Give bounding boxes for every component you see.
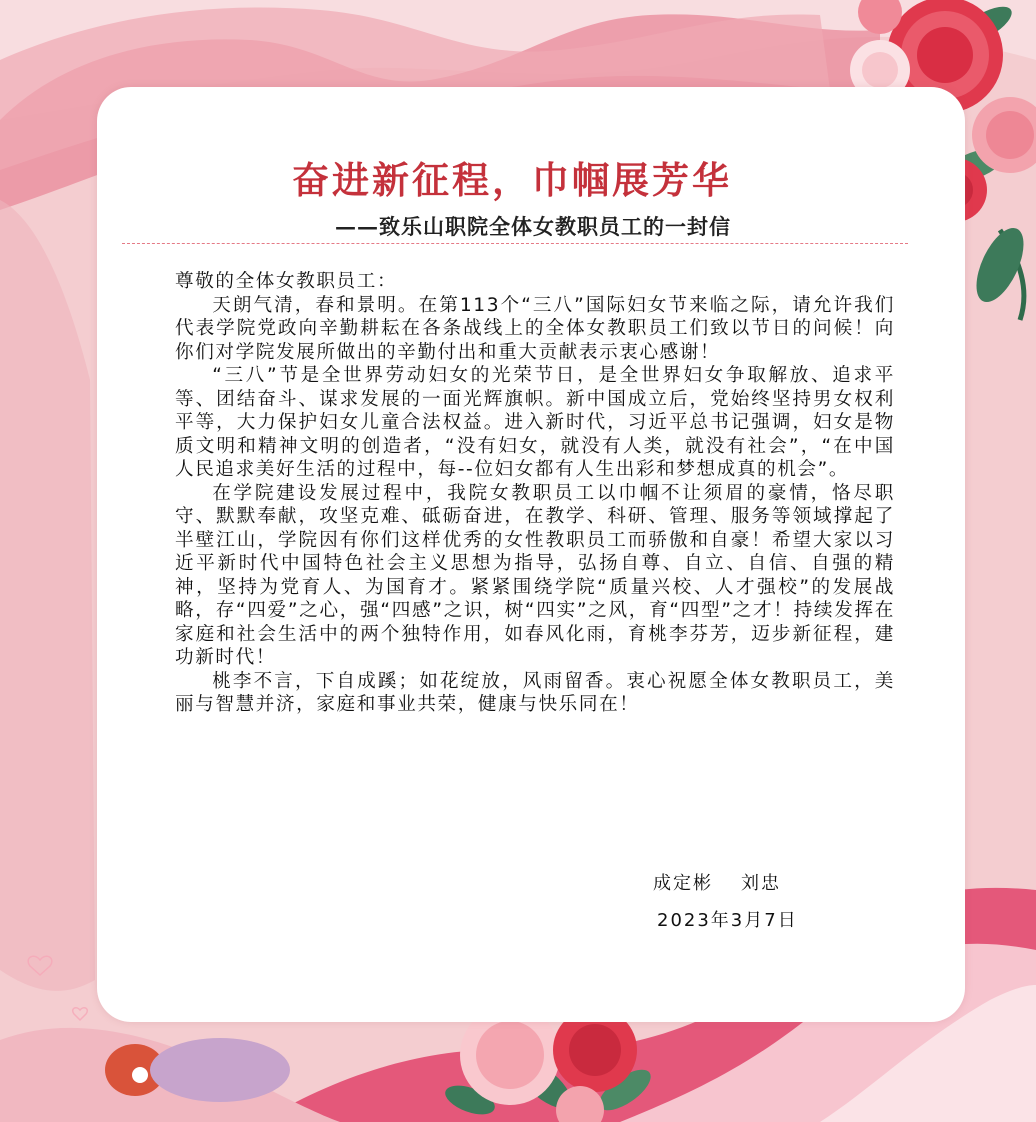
signatures — [653, 869, 781, 895]
paragraph-3: 在学院建设发展过程中，我院女教职员工以巾帼不让须眉的豪情，恪尽职守、默默奉献，攻坚克难、砥砺奋进，在教学、科研、管理、服务等领域撑起了半壁江山，学院因有你们这样优秀的女性教职员工而骄傲和自豪！希望大家以习近平新时代中国特色社会主义思想为指导，弘扬自尊、自立、自信、自强的精神，坚持为党育人、为国育才。紧紧围绕学院“质量兴校、人才强校”的发展战略，存“四爱”之心，强“四感”之识，树“四实”之风，育“四型”之才！持续发挥在家庭和社会生活中的两个独特作用，如春风化雨，育桃李芬芳，迈步新征程，建功新时代！ — [175, 482, 895, 668]
dashed-divider — [122, 243, 908, 244]
small-flower — [132, 1067, 148, 1083]
letter-title: 奋进新征程，巾帼展芳华 — [292, 158, 732, 202]
figure-body — [150, 1038, 290, 1102]
signer-2: 刘忠 — [741, 873, 781, 894]
letter-date: 2023年3月7日 — [657, 910, 798, 931]
paragraph-1: 天朗气清，春和景明。在第113个“三八”国际妇女节来临之际，请允许我们代表学院党政向辛勤耕耘在各条战线上的全体女教职员工们致以节日的问候！向你们对学院发展所做出的辛勤付出和重大贡献表示衷心感谢！ — [175, 294, 895, 363]
salutation: 尊敬的全体女教职员工： — [175, 271, 398, 292]
signer-1: 成定彬 — [653, 873, 713, 894]
letter-body — [175, 270, 895, 717]
paragraph-4: 桃李不言，下自成蹊；如花绽放，风雨留香。衷心祝愿全体女教职员工，美丽与智慧并济，家庭和事业共荣，健康与快乐同在！ — [175, 670, 895, 715]
paragraph-2: “三八”节是全世界劳动妇女的光荣节日，是全世界妇女争取解放、追求平等、团结奋斗、谋求发展的一面光辉旗帜。新中国成立后，党始终坚持男女权利平等，大力保护妇女儿童合法权益。进入新时代，习近平总书记强调，妇女是物质文明和精神文明的创造者，“没有妇女，就没有人类，就没有社会”，“在中国人民追求美好生活的过程中，每--位妇女都有人生出彩和梦想成真的机会”。 — [175, 365, 895, 480]
letter-subtitle: ——致乐山职院全体女教职员工的一封信 — [335, 214, 731, 239]
